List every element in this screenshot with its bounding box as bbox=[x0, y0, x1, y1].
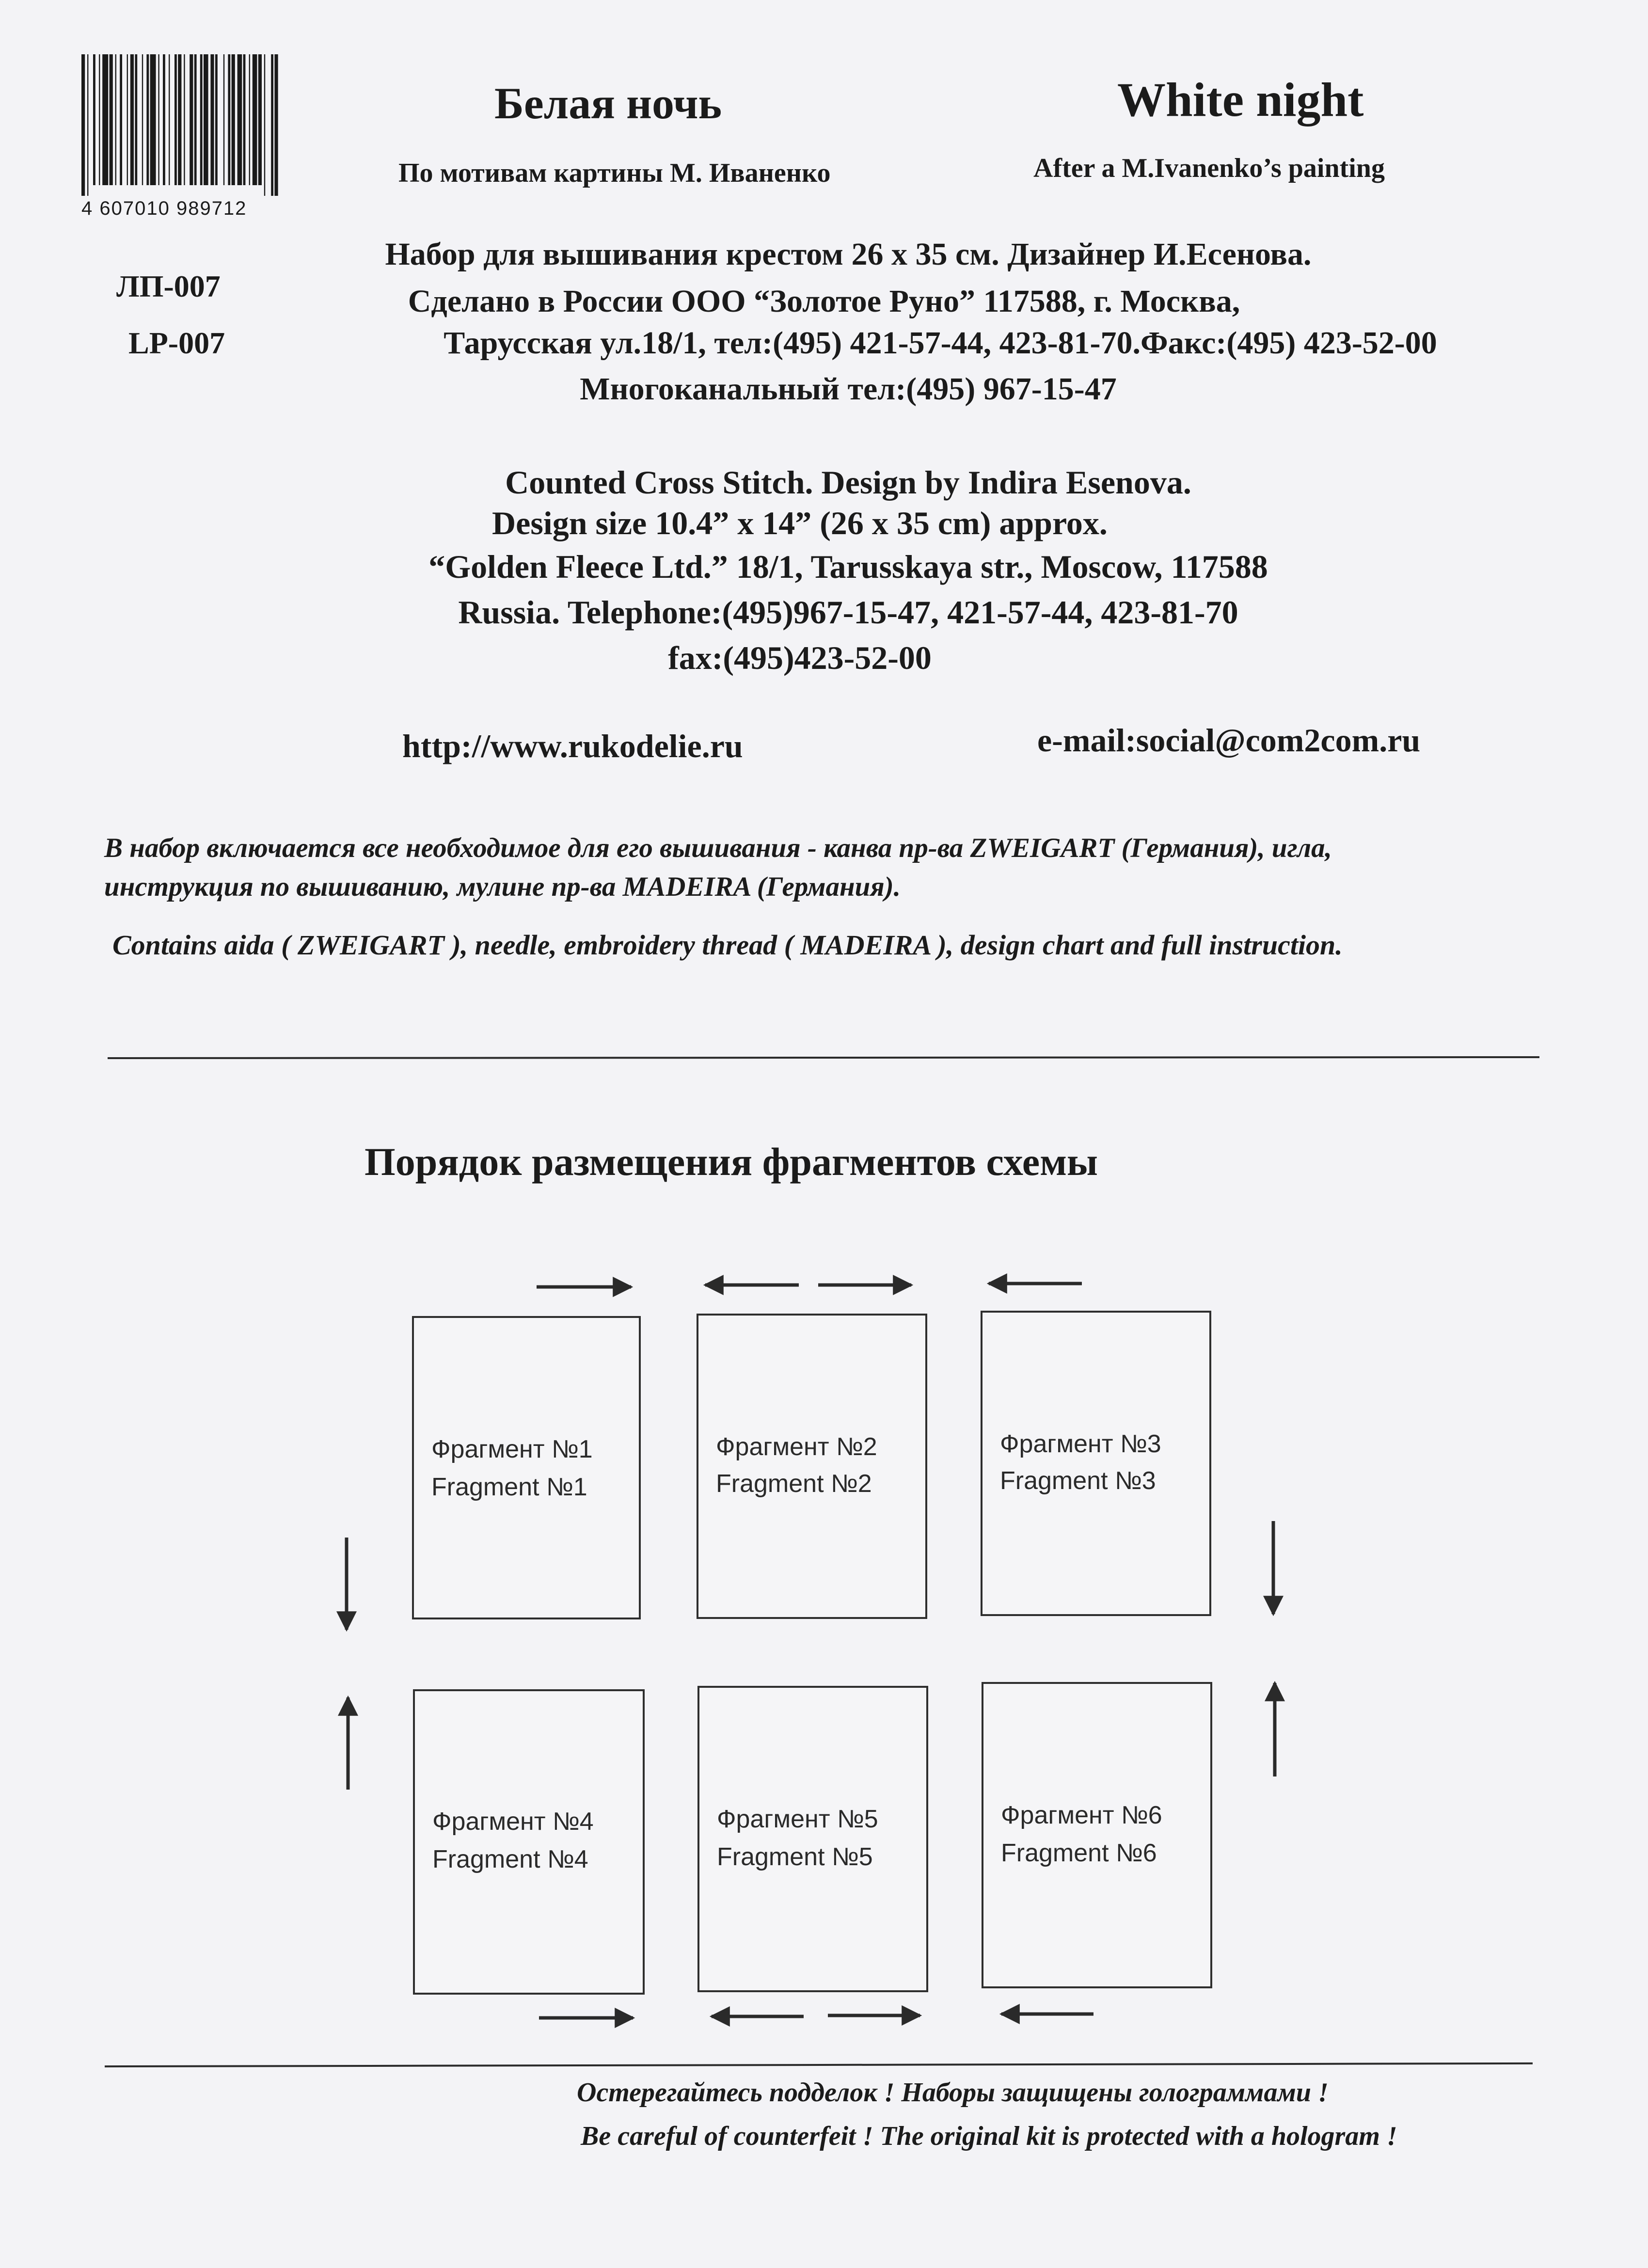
info-en-line-1: Counted Cross Stitch. Design by Indira Esenova. bbox=[505, 464, 1191, 501]
subtitle-en: After a M.Ivanenko’s painting bbox=[1033, 153, 1385, 183]
fragment-label-ru: Фрагмент №5 bbox=[717, 1805, 878, 1833]
barcode-number: 4 607010 989712 bbox=[81, 198, 247, 219]
fragment-label-en: Fragment №6 bbox=[1001, 1839, 1157, 1867]
fragment-label-ru: Фрагмент №4 bbox=[432, 1808, 594, 1836]
info-en-line-2: Design size 10.4” x 14” (26 x 35 cm) approx. bbox=[492, 505, 1108, 541]
contents-ru-line-1: В набор включается все необходимое для его вышивания - канва пр-ва ZWEIGART (Германия), игла, bbox=[104, 833, 1332, 863]
info-en-line-4: Russia. Telephone:(495)967-15-47, 421-57-44, 423-81-70 bbox=[458, 594, 1238, 631]
fragment-label-en: Fragment №1 bbox=[431, 1473, 587, 1501]
contents-en: Contains aida ( ZWEIGART ), needle, embroidery thread ( MADEIRA ), design chart and full instruction. bbox=[112, 929, 1343, 961]
warning-en: Be careful of counterfeit ! The original kit is protected with a hologram ! bbox=[581, 2121, 1397, 2151]
article-code-en: LP-007 bbox=[128, 326, 225, 360]
info-ru-line-1: Набор для вышивания крестом 26 х 35 см. Дизайнер И.Есенова. bbox=[385, 237, 1312, 272]
fragment-label-en: Fragment №5 bbox=[717, 1843, 873, 1871]
fragment-label-ru: Фрагмент №3 bbox=[1000, 1430, 1161, 1458]
subtitle-ru: По мотивам картины М. Иваненко bbox=[398, 158, 831, 188]
website-link[interactable]: http://www.rukodelie.ru bbox=[402, 728, 743, 764]
scheme-heading: Порядок размещения фрагментов схемы bbox=[364, 1140, 1098, 1184]
fragment-label-ru: Фрагмент №1 bbox=[431, 1435, 593, 1463]
info-en-line-5: fax:(495)423-52-00 bbox=[668, 639, 932, 676]
warning-ru: Остерегайтесь подделок ! Наборы защищены голограммами ! bbox=[577, 2078, 1329, 2108]
title-en: White night bbox=[1117, 73, 1364, 127]
fragment-label-ru: Фрагмент №6 bbox=[1001, 1801, 1162, 1829]
info-ru-line-2: Сделано в России ООО “Золотое Руно” 117588, г. Москва, bbox=[408, 284, 1240, 319]
info-en-line-3: “Golden Fleece Ltd.” 18/1, Tarusskaya str., Moscow, 117588 bbox=[428, 548, 1268, 585]
email-link[interactable]: e-mail:social@com2com.ru bbox=[1037, 722, 1421, 759]
fragment-label-en: Fragment №4 bbox=[432, 1845, 588, 1873]
article-code-ru: ЛП-007 bbox=[116, 269, 221, 303]
info-ru-line-3: Тарусская ул.18/1, тел:(495) 421-57-44, 423-81-70.Факс:(495) 423-52-00 bbox=[444, 325, 1437, 361]
fragment-label-en: Fragment №3 bbox=[1000, 1467, 1156, 1495]
info-ru-line-4: Многоканальный тел:(495) 967-15-47 bbox=[580, 371, 1117, 407]
title-ru: Белая ночь bbox=[494, 79, 722, 128]
fragment-label-en: Fragment №2 bbox=[716, 1470, 872, 1498]
fragment-label-ru: Фрагмент №2 bbox=[716, 1433, 877, 1461]
contents-ru-line-2: инструкция по вышиванию, мулине пр-ва MADEIRA (Германия). bbox=[104, 872, 901, 902]
